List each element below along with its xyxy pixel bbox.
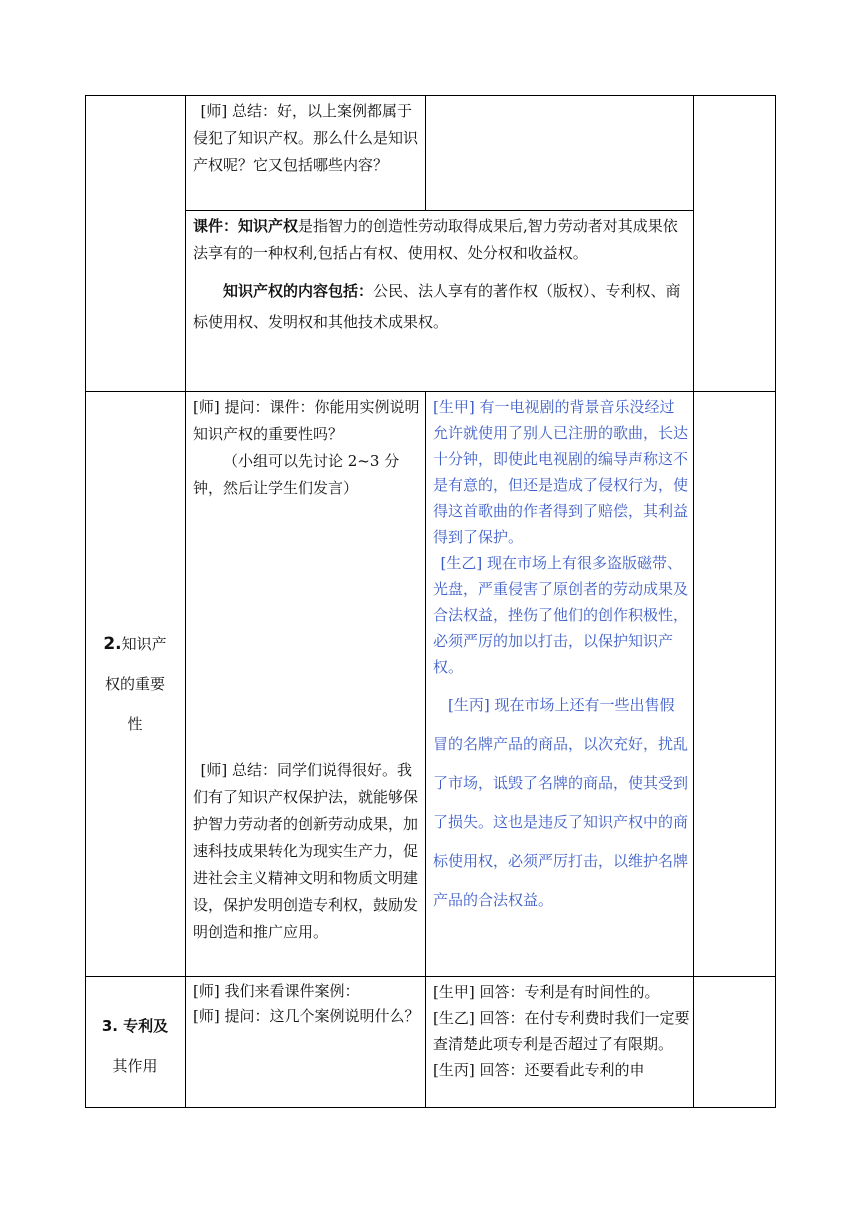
section3-student-b: [生乙] 回答：在付专利费时我们一定要查清楚此项专利是否超过了有限期。 [433,1009,690,1053]
row1-teacher-text: [师] 总结：好，以上案例都属于侵犯了知识产权。那么什么是知识产权呢？它又包括哪些内容？ [193,102,419,174]
content-text: 公民、法人享有的著作权（版权）、专利权、商标使用权、发明权和其他技术成果权。 [193,282,681,331]
row1-teacher-summary [193,98,421,179]
section2-teacher-q: [师] 提问：课件：你能用实例说明知识产权的重要性吗？ [193,398,420,443]
term-ip: 知识产权 [238,217,299,235]
section2-teacher-summary [193,757,421,946]
section3-student-a: [生甲] 回答：专利是有时间性的。 [433,983,660,1001]
col-divider-2a [425,95,426,210]
section3-label-line1: 3. 专利及 [101,1017,169,1035]
section2-student-a: [生甲] 有一电视剧的背景音乐没经过允许就使用了别人已注册的歌曲，长达十分钟，即使此电视剧的编导声称这不是有意的，但还是造成了侵权行为，使得这首歌曲的作者得到了赔偿，其利益得到了保护。 [433,398,689,546]
table-border-bottom [85,1107,775,1108]
table-border-right [775,95,776,1108]
col-divider-1 [185,95,186,1108]
courseware-label: 课件： [193,217,239,235]
section2-teacher-question [193,394,421,502]
col-divider-2b [425,391,426,1108]
section3-teacher-2: [师] 提问：这几个案例说明什么？ [193,1007,420,1025]
section2-label-line2: 权的重要 [104,675,165,693]
table-border-top [85,95,775,96]
section2-label [88,624,182,744]
section3-teacher-1: [师] 我们来看课件案例： [193,982,360,1000]
courseware-definition [193,213,688,338]
section3-student-c: [生丙] 回答：还要看此专利的申 [433,1061,645,1079]
section2-student-b: [生乙] 现在市场上有很多盗版磁带、光盘，严重侵害了原创者的劳动成果及合法权益，挫伤了他们的创作积极性，必须严厉的加以打击，以保护知识产权。 [433,554,689,676]
section2-student-c: [生丙] 现在市场上还有一些出售假冒的名牌产品的商品，以次充好，扰乱了市场，诋毁了名牌的商品，使其受到了损失。这也是违反了知识产权中的商标使用权，必须严厉打击，以维护名牌产品的合法权益。 [433,696,689,909]
section2-label-line1: 知识产 [121,635,167,653]
section2-number: 2. [103,634,122,654]
row-divider-1 [185,210,693,211]
section2-teacher-note: （小组可以先讨论 2~3 分钟，然后让学生们发言） [193,452,400,497]
section2-students [433,394,688,920]
section3-teacher [193,979,421,1029]
section3-students [433,979,690,1106]
content-label: 知识产权的内容包括： [223,282,374,300]
section3-label-line2: 其作用 [112,1057,158,1075]
definition-text: 是指智力的创造性劳动取得成果后,智力劳动者对其成果依法享有的一种权利,包括占有权、使用权、处分权和收益权。 [193,217,678,262]
row-divider-3 [85,976,775,977]
section3-label [88,1006,182,1086]
section2-teacher-summary-text: [师] 总结：同学们说得很好。我们有了知识产权保护法，就能够保护智力劳动者的创新劳动成果，加速科技成果转化为现实生产力，促进社会主义精神文明和物质文明建设，保护发明创造专利权，鼓励发明创造和推广应用。 [193,761,419,941]
table-border-left [85,95,86,1108]
col-divider-3 [693,95,694,1108]
row-divider-2 [85,391,775,392]
section2-label-line3: 性 [127,715,143,733]
